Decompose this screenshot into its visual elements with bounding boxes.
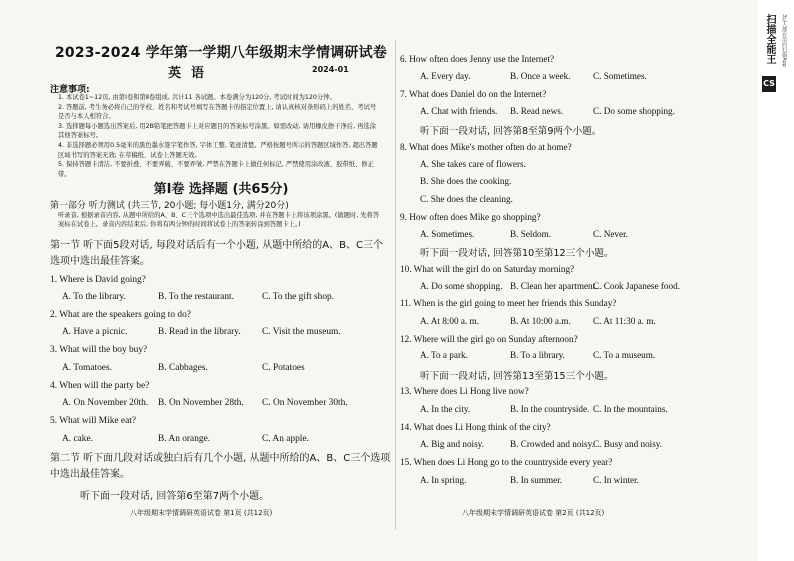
option-a[interactable]: A. Have a picnic. — [62, 327, 128, 337]
option-c[interactable]: C. On November 30th. — [262, 398, 348, 408]
option-c[interactable]: C. To the gift shop. — [262, 292, 335, 302]
listening-prompt: 听下面一段对话, 回答第13至第15三个小题。 — [420, 371, 614, 382]
question-11: 11. When is the girl going to meet her friends this Sunday? — [400, 298, 617, 308]
option-b[interactable]: B. Read news. — [510, 106, 564, 116]
question-12: 12. Where will the girl go on Sunday afternoon? — [400, 334, 578, 344]
option-a[interactable]: A. On November 20th. — [62, 398, 149, 408]
section1-heading: 第一节 听下面5段对话, 每段对话后有一个小题, 从题中所给的A、B、C三个选项中选出最佳答案。 — [50, 240, 383, 267]
option-a[interactable]: A. In the city. — [420, 404, 471, 414]
option-a[interactable]: A. To a park. — [420, 350, 468, 360]
listening-prompt: 听下面一段对话, 回答第8至第9两个小题。 — [420, 126, 602, 137]
question-9: 9. How often does Mike go shopping? — [400, 212, 541, 222]
option-a[interactable]: A. In spring. — [420, 475, 467, 485]
option-c[interactable]: C. She does the cleaning. — [420, 194, 513, 204]
option-b[interactable]: B. To the restaurant. — [158, 292, 234, 302]
exam-title: 2023-2024 学年第一学期八年级期末学情调研试卷 — [54, 45, 387, 61]
listening-instruction: 听录音, 根据录音内容, 从题中所给的A、B、C三个选项中选出最佳选项, 并在答题卡上将该项涂黑。(做题时, 先将答案标在试卷上。录音内容结束后, 你将有两分钟的时间将试卷上的答案转涂到答题卡上。) — [58, 212, 380, 228]
option-c[interactable]: C. Cook Japanese food. — [593, 281, 681, 291]
notice-heading: 注意事项: — [50, 85, 90, 95]
option-c[interactable]: C. Sometimes. — [593, 71, 647, 81]
left-page — [50, 0, 392, 561]
option-a[interactable]: A. Sometimes. — [420, 229, 475, 239]
option-b[interactable]: B. At 10:00 a.m. — [510, 316, 571, 326]
question-4: 4. When will the party be? — [50, 381, 150, 391]
notice-list — [58, 93, 380, 179]
subject-label: 英语 — [168, 66, 215, 81]
listening-prompt: 听下面一段对话, 回答第6至第7两个小题。 — [80, 491, 270, 502]
part1-heading: 第一部分 听力测试 (共三节, 20小题; 每小题1分, 满分20分) — [50, 201, 289, 211]
camscanner-text: 扫描全能王 — [764, 14, 775, 64]
option-c[interactable]: C. In winter. — [593, 475, 639, 485]
option-a[interactable]: A. At 8:00 a. m. — [420, 316, 479, 326]
page-divider — [395, 40, 396, 530]
option-c[interactable]: C. Potatoes — [262, 363, 305, 373]
notice-item: 1. 本试卷1~12页, 由第Ⅰ卷和第Ⅱ卷组成, 共计11 各试题。本卷满分为120分, 考试时间为120分钟。 — [58, 94, 336, 101]
option-c[interactable]: C. At 11:30 a. m. — [593, 316, 656, 326]
exam-date: 2024-01 — [312, 65, 349, 74]
option-a[interactable]: A. cake. — [62, 434, 93, 444]
question-6: 6. How often does Jenny use the Internet? — [400, 54, 555, 64]
option-a[interactable]: A. She takes care of flowers. — [420, 159, 526, 169]
question-7: 7. What does Daniel do on the Internet? — [400, 89, 547, 99]
option-b[interactable]: B. In the countryside. — [510, 404, 590, 414]
page-footer: 八年级期末学情调研英语试卷 第2页 (共12页) — [462, 509, 605, 517]
notice-item: 2. 答题前, 考生务必将自己的学校、姓名和考试号填写在答题卡的指定位置上, 请认真核对条形码上的姓名、考试号是否与本人相符合。 — [58, 103, 377, 121]
option-b[interactable]: B. She does the cooking. — [420, 176, 512, 186]
option-b[interactable]: B. Clean her apartment. — [510, 281, 598, 291]
question-8: 8. What does Mike's mother often do at home? — [400, 142, 572, 152]
camscanner-logo — [762, 14, 776, 104]
option-a[interactable]: A. Big and noisy. — [420, 439, 484, 449]
question-3: 3. What will the boy buy? — [50, 345, 148, 355]
option-c[interactable]: C. In the mountains. — [593, 404, 668, 414]
option-a[interactable]: A. Chat with friends. — [420, 106, 498, 116]
notice-item: 4. 非选择题必须用0.5毫米的黑色墨水签字笔作答, 字体工整, 笔迹清楚。严格按题号所示的答题区域作答, 超出答题区域书写的答案无效; 在草稿纸、试卷上答题无效。 — [58, 141, 378, 159]
option-c[interactable]: C. Visit the museum. — [262, 327, 341, 337]
right-page — [400, 0, 690, 561]
question-15: 15. When does Li Hong go to the countryside every year? — [400, 457, 613, 467]
option-b[interactable]: B. Read in the library. — [158, 327, 241, 337]
question-14: 14. What does Li Hong think of the city? — [400, 422, 551, 432]
option-a[interactable]: A. Do some shopping. — [420, 281, 503, 291]
option-b[interactable]: B. Seldom. — [510, 229, 552, 239]
option-b[interactable]: B. An orange. — [158, 434, 211, 444]
question-10: 10. What will the girl do on Saturday morning? — [400, 264, 575, 274]
option-b[interactable]: B. On November 28th. — [158, 398, 244, 408]
option-a[interactable]: A. Tomatoes. — [62, 363, 112, 373]
option-b[interactable]: B. To a library. — [510, 350, 565, 360]
option-c[interactable]: C. To a museum. — [593, 350, 656, 360]
notice-item: 3. 选择题每小题选出答案后, 用2B铅笔把答题卡上对应题目的答案标号涂黑。如需改动, 请用橡皮擦干净后, 再选涂其他答案标号。 — [58, 122, 377, 140]
part-title: 第Ⅰ卷 选择题 (共65分) — [153, 182, 289, 197]
option-b[interactable]: B. Crowded and noisy. — [510, 439, 594, 449]
option-b[interactable]: B. Once a week. — [510, 71, 571, 81]
question-5: 5. What will Mike eat? — [50, 416, 136, 426]
cs-logo-icon: CS — [762, 76, 776, 92]
camscanner-tagline: 3亿人都在用的扫描App — [781, 14, 787, 67]
question-2: 2. What are the speakers going to do? — [50, 310, 191, 320]
listening-prompt: 听下面一段对话, 回答第10至第12三个小题。 — [420, 248, 614, 259]
option-c[interactable]: C. Never. — [593, 229, 628, 239]
question-13: 13. Where does Li Hong live now? — [400, 386, 529, 396]
notice-item: 5. 保持答题卡清洁, 不要折叠、不要弄破、不要弄皱, 严禁在答题卡上做任何标记, 严禁使用涂改液、胶带纸、修正带。 — [58, 161, 374, 178]
option-b[interactable]: B. Cabbages. — [158, 363, 208, 373]
option-c[interactable]: C. Busy and noisy. — [593, 439, 663, 449]
option-c[interactable]: C. An apple. — [262, 434, 309, 444]
option-a[interactable]: A. Every day. — [420, 71, 471, 81]
question-1: 1. Where is David going? — [50, 275, 146, 285]
option-b[interactable]: B. In summer. — [510, 475, 563, 485]
option-a[interactable]: A. To the library. — [62, 292, 126, 302]
page-footer: 八年级期末学情调研英语试卷 第1页 (共12页) — [130, 509, 273, 517]
option-c[interactable]: C. Do some shopping. — [593, 106, 675, 116]
section2-heading: 第二节 听下面几段对话或独白后有几个小题, 从题中所给的A、B、C三个选项中选出最佳答案。 — [50, 453, 391, 480]
